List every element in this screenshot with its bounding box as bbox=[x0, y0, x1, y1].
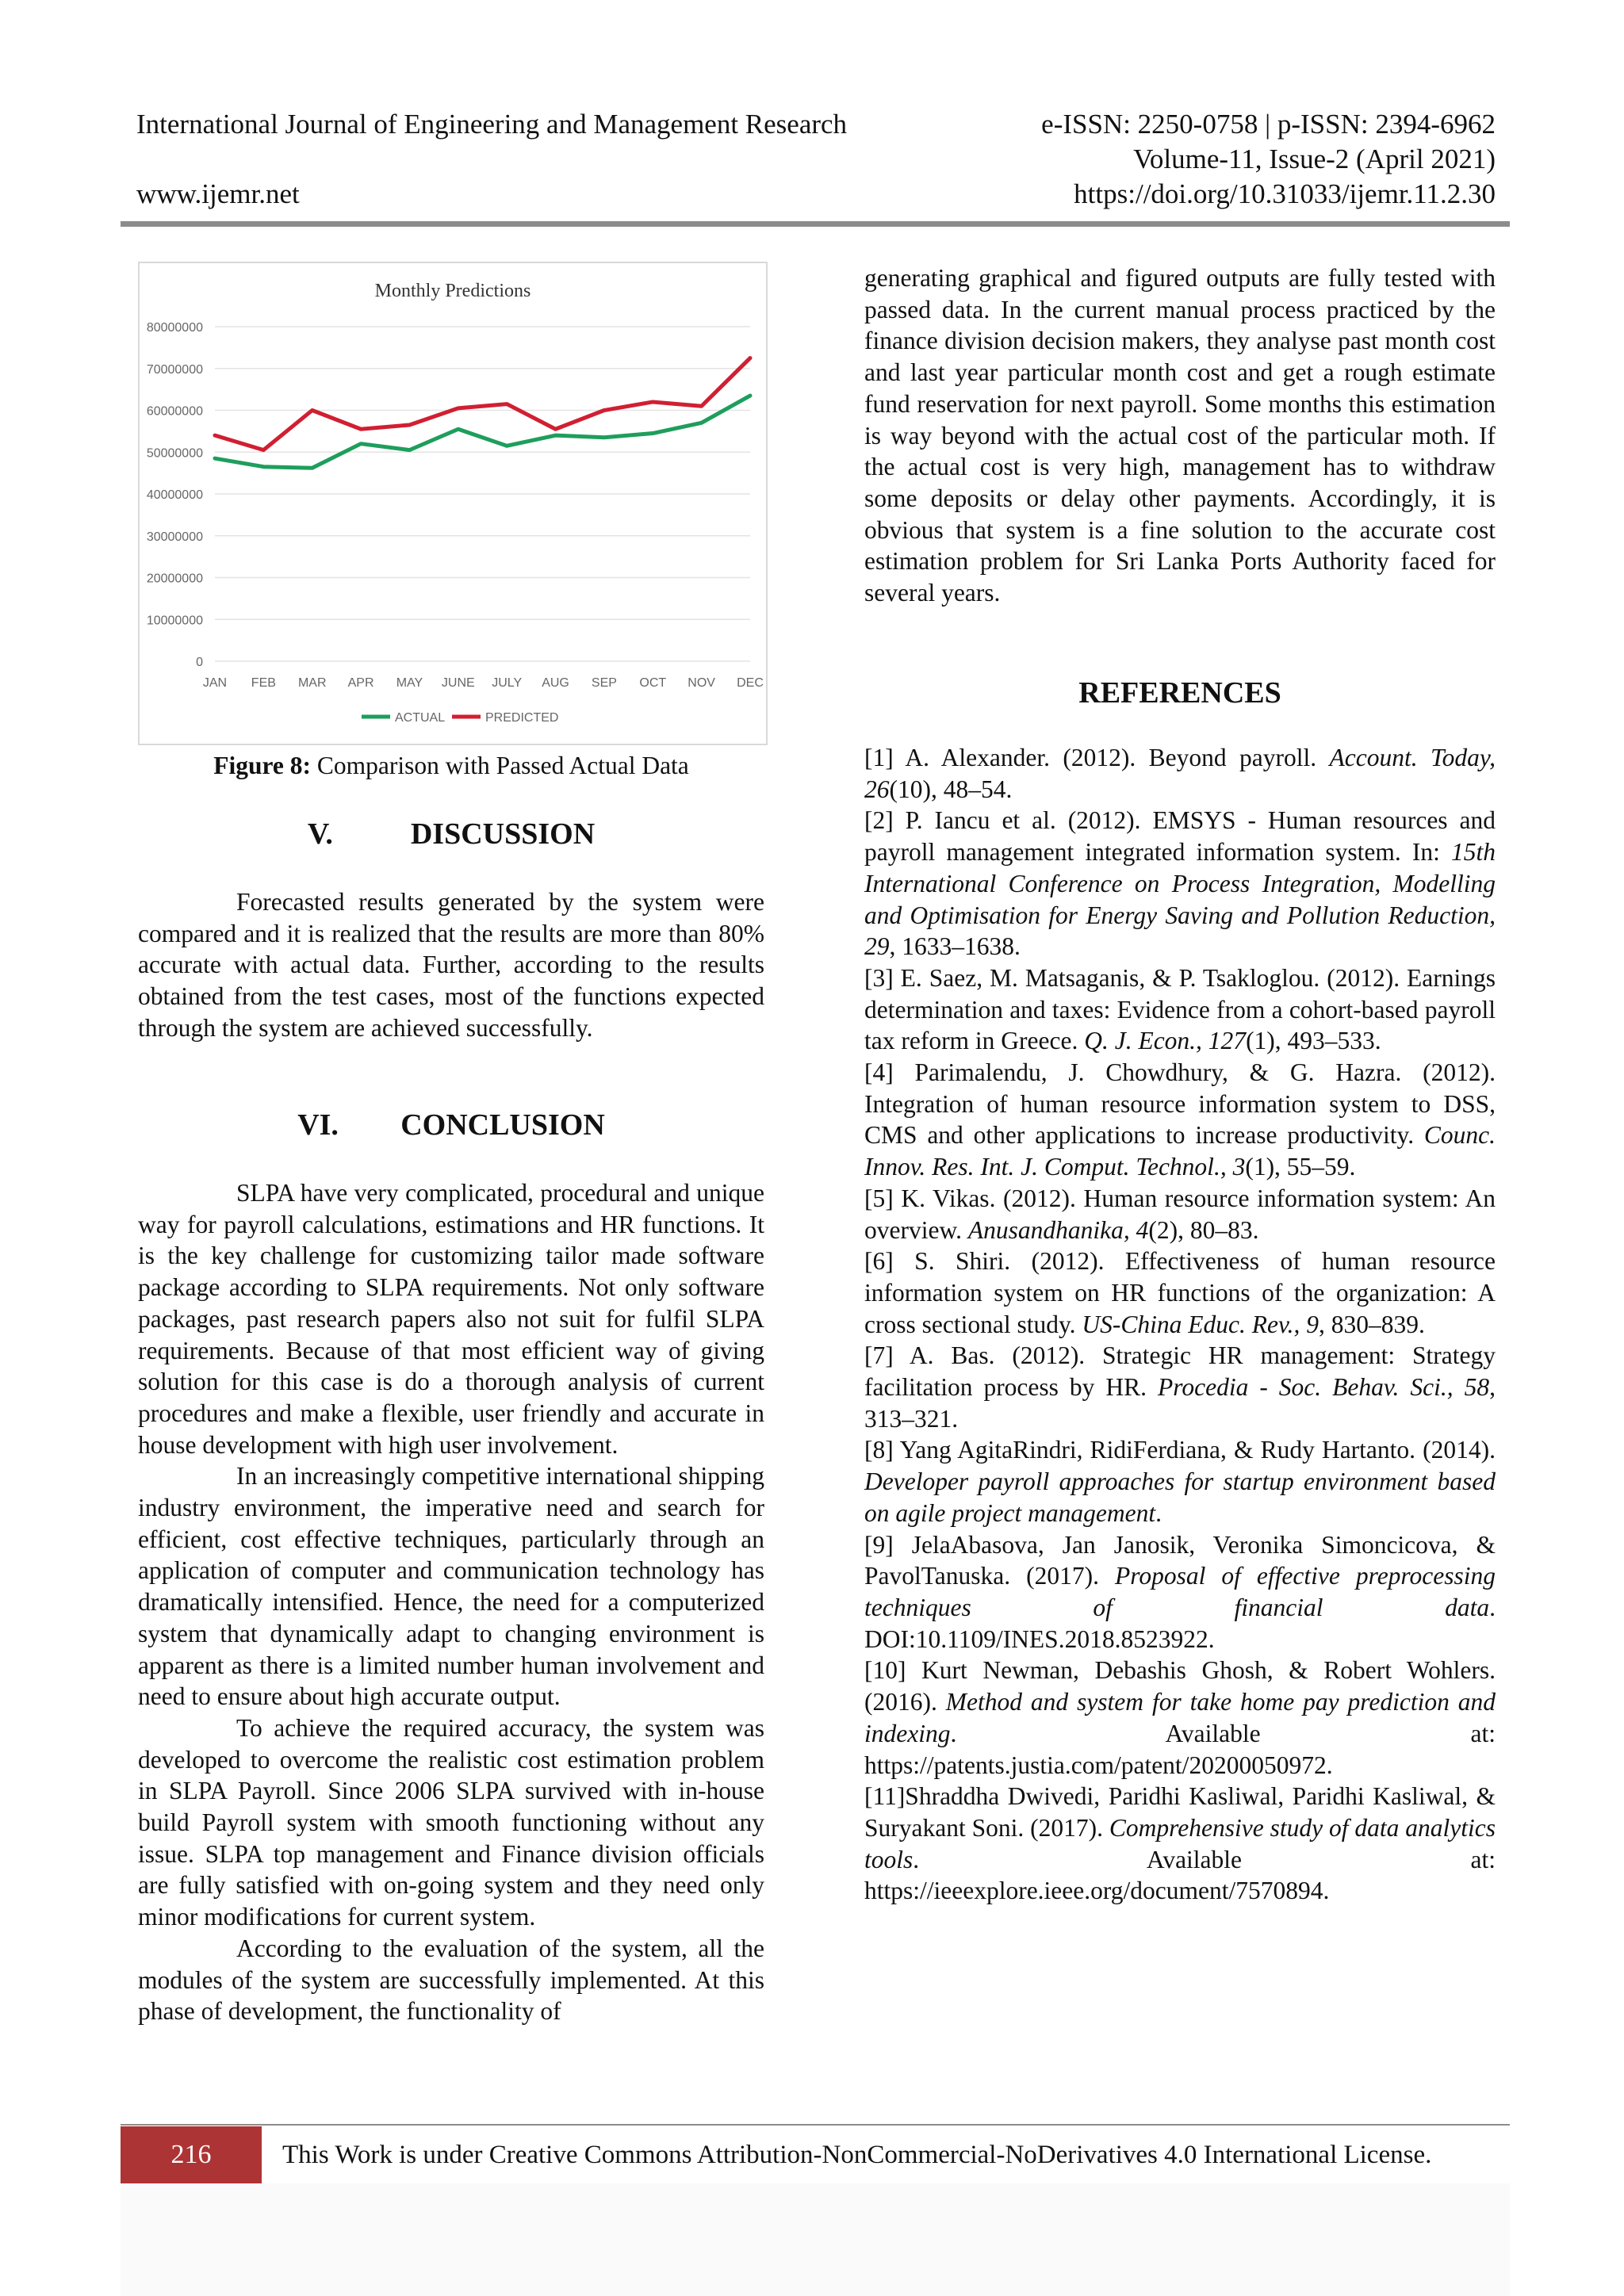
reference-item bbox=[864, 1340, 1496, 1434]
section-number: VI. bbox=[297, 1108, 339, 1142]
paragraph: SLPA have very complicated, procedural and unique way for payroll calculations, estimations and HR functions. It is the key challenge for customizing tailor made software package according to SLPA requirements. Not only software packages, past research papers also not suit for fulfil SLPA requirements. Because of that most efficient way of giving solution for this case is do a thorough analysis of current procedures and make a flexible, user friendly and accurate in house development with high user involvement. bbox=[138, 1179, 764, 1459]
figure-8-chart bbox=[138, 262, 768, 745]
paragraph: generating graphical and figured outputs are fully tested with passed data. In the current manual process practiced by the finance division decision makers, they analyse past month cost and last year particular month cost and get a rough estimate fund reservation for next payroll. Some months this estimation is way beyond with the actual cost of the particular moth. If the actual cost is very high, management has to withdraw some deposits or delay other payments. Accordingly, it is obvious that system is a fine solution to the accurate cost estimation problem for Sri Lanka Ports Authority faced for several years. bbox=[864, 264, 1496, 607]
reference-source: Proposal of effective preprocessing techniques of financial data bbox=[864, 1562, 1496, 1621]
x-tick-label: OCT bbox=[639, 676, 667, 690]
section-title: DISCUSSION bbox=[410, 817, 596, 851]
x-tick-label: NOV bbox=[688, 676, 715, 690]
reference-source: Comprehensive study of data analytics tools bbox=[864, 1813, 1496, 1873]
paragraph: In an increasingly competitive international shipping industry environment, the imperative need and search for efficient, cost effective techniques, particularly through an application of computer and communication technology has dramatically intensified. Hence, the need for a computerized system that dynamically adapt to changing environment is apparent as there is a limited number human involvement and need to ensure about high accurate output. bbox=[138, 1462, 764, 1711]
references-heading: REFERENCES bbox=[1078, 676, 1281, 710]
references-list bbox=[864, 742, 1496, 1907]
reference-source: Anusandhanika, 4 bbox=[967, 1215, 1149, 1244]
x-tick-label: MAY bbox=[396, 676, 423, 690]
volume-info: Volume-11, Issue-2 (April 2021) bbox=[1133, 144, 1496, 174]
y-tick-label: 10000000 bbox=[146, 614, 203, 628]
reference-text: [6] S. Shiri. (2012). Effectiveness of human resource information system on HR functions of the organization: A cross sectional study. bbox=[864, 1247, 1496, 1338]
x-tick-label: DEC bbox=[737, 676, 764, 690]
section-number: V. bbox=[307, 817, 333, 851]
reference-item bbox=[864, 1434, 1496, 1529]
reference-text: [9] JelaAbasova, Jan Janosik, Veronika Simoncicova, & PavolTanuska. (2017). bbox=[864, 1530, 1496, 1590]
reference-text: [5] K. Vikas. (2012). Human resource information system: An overview. bbox=[864, 1184, 1496, 1244]
line-chart bbox=[140, 263, 766, 744]
reference-details: , 1633–1638. bbox=[889, 932, 1021, 961]
reference-item bbox=[864, 962, 1496, 1057]
reference-source: US-China Educ. Rev., 9 bbox=[1082, 1310, 1320, 1338]
section-heading-conclusion bbox=[138, 1108, 764, 1142]
reference-details: (1), 493–533. bbox=[1246, 1027, 1381, 1055]
reference-details: (1), 55–59. bbox=[1245, 1153, 1356, 1181]
x-tick-label: FEB bbox=[251, 676, 276, 690]
journal-name: International Journal of Engineering and Management Research bbox=[136, 109, 848, 140]
y-tick-label: 70000000 bbox=[146, 362, 203, 377]
reference-source: Developer payroll approaches for startup environment based on agile project management bbox=[864, 1468, 1496, 1527]
reference-details: . Available at: https://patents.justia.com/patent/20200050972. bbox=[864, 1719, 1496, 1779]
chart-title: Monthly Predictions bbox=[374, 281, 531, 301]
reference-source: Account. Today, 26 bbox=[864, 744, 1496, 803]
reference-text: [7] A. Bas. (2012). Strategic HR management: Strategy facilitation process by HR. bbox=[864, 1341, 1496, 1402]
reference-details: . DOI:10.1109/INES.2018.8523922. bbox=[864, 1593, 1496, 1653]
issn-info: e-ISSN: 2250-0758 | p-ISSN: 2394-6962 bbox=[1041, 109, 1496, 140]
paragraph: According to the evaluation of the system, all the modules of the system are successfully implemented. At this phase of development, the functionality of bbox=[138, 1934, 764, 2026]
reference-item bbox=[864, 1057, 1496, 1183]
reference-item bbox=[864, 742, 1496, 805]
reference-details: , 313–321. bbox=[864, 1373, 1496, 1433]
reference-source: Q. J. Econ., 127 bbox=[1084, 1027, 1247, 1055]
x-tick-label: JUNE bbox=[441, 676, 475, 690]
header-divider bbox=[121, 221, 1510, 227]
y-tick-label: 60000000 bbox=[146, 404, 203, 419]
reference-details: (2), 80–83. bbox=[1148, 1215, 1259, 1244]
section-heading-discussion bbox=[138, 817, 764, 851]
reference-text: [8] Yang AgitaRindri, RidiFerdiana, & Rudy Hartanto. (2014). bbox=[864, 1436, 1496, 1464]
legend-label-actual: ACTUAL bbox=[395, 711, 446, 725]
reference-item bbox=[864, 1655, 1496, 1781]
license-notice: This Work is under Creative Commons Attribution-NonCommercial-NoDerivatives 4.0 International License. bbox=[282, 2141, 1432, 2169]
reference-item bbox=[864, 1781, 1496, 1907]
reference-source: Counc. Innov. Res. Int. J. Comput. Technol., 3 bbox=[864, 1121, 1496, 1181]
reference-text: [10] Kurt Newman, Debashis Ghosh, & Robert Wohlers. (2016). bbox=[864, 1656, 1496, 1716]
reference-item bbox=[864, 1246, 1496, 1340]
figure-caption-text: Comparison with Passed Actual Data bbox=[310, 752, 689, 779]
reference-source: Method and system for take home pay prediction and indexing bbox=[864, 1688, 1496, 1747]
reference-details: (10), 48–54. bbox=[889, 775, 1013, 803]
x-tick-label: JAN bbox=[202, 676, 228, 690]
page-number: 216 bbox=[121, 2126, 262, 2183]
reference-source: Procedia - Soc. Behav. Sci., 58 bbox=[1158, 1373, 1490, 1402]
paragraph: To achieve the required accuracy, the system was developed to overcome the realistic cost estimation problem in SLPA Payroll. Since 2006 SLPA survived with in-house build Payroll system with smooth functioning without any issue. SLPA top management and Finance division officials are fully satisfied with on-going system and they need only minor modifications for current system. bbox=[138, 1713, 764, 1931]
reference-details: , 830–839. bbox=[1319, 1310, 1425, 1338]
reference-details: . Available at: https://ieeexplore.ieee.org/document/7570894. bbox=[864, 1845, 1496, 1905]
paragraph: Forecasted results generated by the system were compared and it is realized that the results are more than 80% accurate with actual data. Further, according to the results obtained from the test cases, most of the functions expected through the system are achieved successfully. bbox=[138, 888, 764, 1042]
y-tick-label: 30000000 bbox=[146, 530, 203, 544]
y-tick-label: 80000000 bbox=[146, 321, 203, 335]
reference-text: [1] A. Alexander. (2012). Beyond payroll. bbox=[864, 744, 1330, 771]
x-tick-label: AUG bbox=[542, 676, 569, 690]
reference-text: [11]Shraddha Dwivedi, Paridhi Kasliwal, Paridhi Kasliwal, & Suryakant Soni. (2017). bbox=[864, 1782, 1496, 1842]
journal-website[interactable]: www.ijemr.net bbox=[136, 178, 300, 209]
section-title: CONCLUSION bbox=[400, 1108, 605, 1142]
y-tick-label: 40000000 bbox=[146, 488, 203, 502]
right-column-body bbox=[864, 262, 1496, 609]
reference-source: 15th International Conference on Process Integration, Modelling and Optimisation for Energy Saving and Pollution Reduction, 29 bbox=[864, 838, 1496, 961]
doi-link[interactable]: https://doi.org/10.31033/ijemr.11.2.30 bbox=[1074, 178, 1496, 209]
reference-text: [2] P. Iancu et al. (2012). EMSYS - Human resources and payroll management integrated information system. In: bbox=[864, 806, 1496, 867]
figure-caption bbox=[138, 750, 764, 782]
x-tick-label: MAR bbox=[297, 676, 327, 690]
reference-item bbox=[864, 805, 1496, 962]
y-tick-label: 0 bbox=[196, 656, 203, 669]
footer-divider bbox=[121, 2124, 1510, 2126]
x-tick-label: APR bbox=[347, 676, 374, 690]
x-tick-label: SEP bbox=[591, 676, 617, 690]
x-tick-label: JULY bbox=[492, 676, 523, 690]
reference-text: [3] E. Saez, M. Matsaganis, & P. Tsakloglou. (2012). Earnings determination and taxes: Evidence from a cohort-based payroll tax reform in Greece. bbox=[864, 963, 1496, 1055]
legend-label-predicted: PREDICTED bbox=[485, 711, 559, 725]
discussion-body bbox=[138, 886, 764, 1044]
reference-item bbox=[864, 1529, 1496, 1655]
footer-band bbox=[121, 2183, 1510, 2296]
figure-caption-label: Figure 8: bbox=[213, 752, 311, 779]
y-tick-label: 50000000 bbox=[146, 446, 203, 461]
y-tick-label: 20000000 bbox=[146, 572, 203, 586]
reference-item bbox=[864, 1183, 1496, 1246]
reference-details: . bbox=[1155, 1498, 1162, 1527]
reference-text: [4] Parimalendu, J. Chowdhury, & G. Hazra. (2012). Integration of human resource information system to DSS, CMS and other applications to increase productivity. bbox=[864, 1058, 1496, 1150]
conclusion-body bbox=[138, 1177, 764, 2027]
